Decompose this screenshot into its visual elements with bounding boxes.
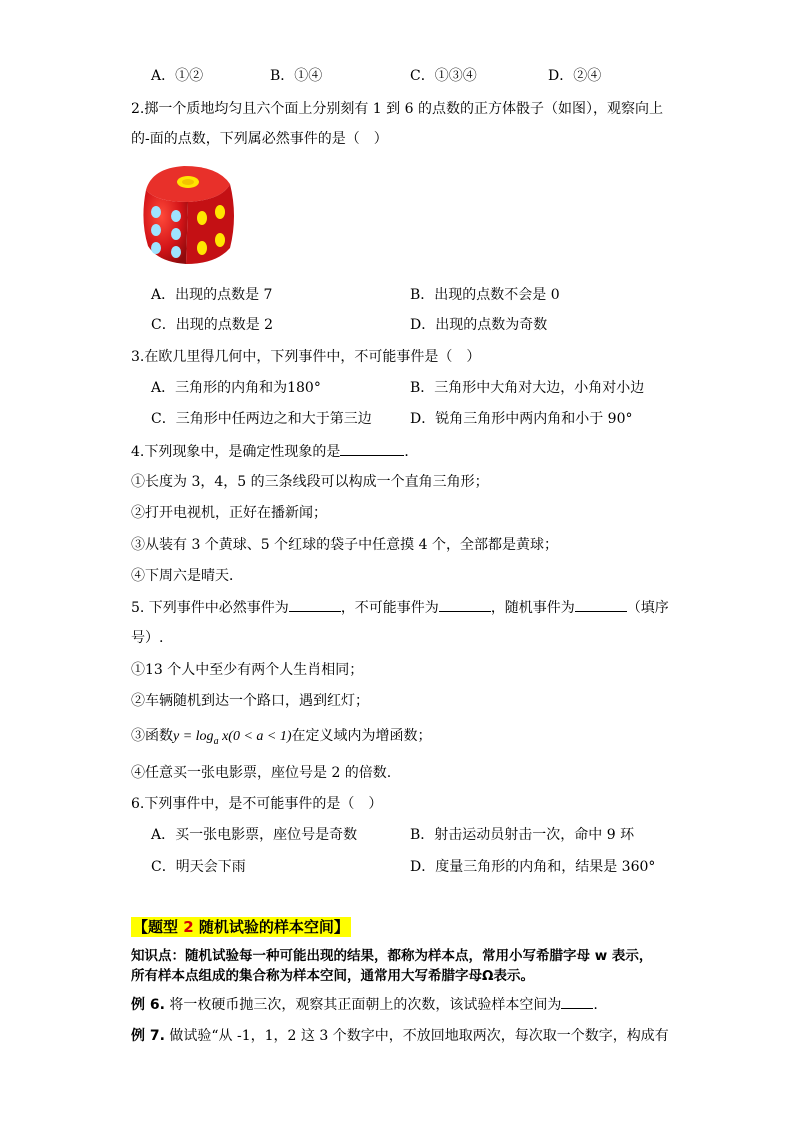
q2-stem-line2: 的-面的点数，下列属必然事件的是（ ） bbox=[131, 131, 388, 147]
q2-option-b: B．出现的点数不会是 0 bbox=[410, 287, 560, 303]
q5-item-3-prefix: ③函数 bbox=[131, 728, 173, 744]
q4-stem-suffix: ． bbox=[404, 444, 419, 460]
q3-option-a: A．三角形的内角和为180° bbox=[151, 380, 321, 396]
formula-domain: x(0 < a < 1) bbox=[218, 729, 292, 744]
q4-item-3: ③从装有 3 个黄球、5 个红球的袋子中任意摸 4 个，全部都是黄球； bbox=[131, 537, 558, 553]
q5-text-4: （填序 bbox=[626, 600, 669, 616]
q3-option-d: D．锐角三角形中两内角和小于 90° bbox=[410, 411, 633, 427]
q5-item-3 bbox=[131, 726, 432, 752]
q1-option-a: A．①② bbox=[151, 68, 204, 84]
knowledge-line-1: 知识点：随机试验每一种可能出现的结果，都称为样本点，常用小写希腊字母 w 表示， bbox=[131, 948, 653, 964]
q4-item-1: ①长度为 3，4，5 的三条线段可以构成一个直角三角形； bbox=[131, 474, 489, 490]
q5-item-3-suffix: 在定义域内为增函数； bbox=[291, 728, 432, 744]
q1-option-b: B．①④ bbox=[270, 68, 323, 84]
q6-option-c: C．明天会下雨 bbox=[151, 859, 246, 875]
q6-option-d: D．度量三角形的内角和，结果是 360° bbox=[410, 859, 656, 875]
example-6-end: . bbox=[593, 997, 598, 1013]
example-7-text: 做试验“从 -1，1，2 这 3 个数字中，不放回地取两次，每次取一个数字，构成有 bbox=[164, 1028, 669, 1044]
q4-answer-blank[interactable] bbox=[340, 441, 404, 456]
q2-option-d: D．出现的点数为奇数 bbox=[410, 317, 548, 333]
q4-stem-prefix: 4.下列现象中，是确定性现象的是 bbox=[131, 444, 341, 460]
example-7-label: 例 7. bbox=[131, 1028, 165, 1044]
example-7 bbox=[131, 1026, 669, 1046]
q2-option-a: A．出现的点数是 7 bbox=[151, 287, 273, 303]
q5-text-2: ，不可能事件为 bbox=[340, 600, 439, 616]
example-6-blank[interactable] bbox=[561, 994, 593, 1009]
q5-blank-random[interactable] bbox=[575, 597, 627, 612]
q4-stem bbox=[131, 441, 418, 462]
q1-option-d: D．②④ bbox=[548, 68, 602, 84]
q5-text-3: ，随机事件为 bbox=[490, 600, 575, 616]
q3-option-c: C．三角形中任两边之和大于第三边 bbox=[151, 411, 372, 427]
q5-stem-line1 bbox=[131, 597, 669, 618]
q4-item-4: ④下周六是晴天． bbox=[131, 568, 243, 584]
q5-item-3-formula bbox=[173, 729, 292, 747]
q5-item-4: ④任意买一张电影票，座位号是 2 的倍数. bbox=[131, 765, 392, 781]
q1-option-c: C．①③④ bbox=[410, 68, 477, 84]
formula-base: a bbox=[213, 735, 219, 747]
q6-option-a: A．买一张电影票，座位号是奇数 bbox=[151, 827, 358, 843]
q2-stem-line1: 2.掷一个质地均匀且六个面上分别刻有 1 到 6 的点数的正方体骰子（如图），观察向上 bbox=[131, 101, 663, 117]
section-heading-open: 【题型 bbox=[133, 918, 184, 936]
section-heading-number: 2 bbox=[183, 918, 194, 936]
example-6 bbox=[131, 994, 598, 1015]
q3-stem: 3.在欧几里得几何中，下列事件中，不可能事件是（ ） bbox=[131, 349, 481, 365]
example-6-text: 将一枚硬币抛三次，观察其正面朝上的次数，该试验样本空间为 bbox=[164, 997, 562, 1013]
q5-item-2: ②车辆随机到达一个路口，遇到红灯； bbox=[131, 693, 369, 709]
section-heading bbox=[131, 917, 351, 937]
q5-blank-certain[interactable] bbox=[289, 597, 341, 612]
q5-blank-impossible[interactable] bbox=[439, 597, 491, 612]
q5-stem-line2: 号）. bbox=[131, 630, 164, 646]
knowledge-line-2: 所有样本点组成的集合称为样本空间，通常用大写希腊字母Ω表示。 bbox=[131, 968, 534, 984]
q5-text-1: 5. 下列事件中必然事件为 bbox=[131, 600, 289, 616]
formula-log: y = log bbox=[173, 729, 214, 744]
section-heading-title: 随机试验的样本空间】 bbox=[193, 918, 349, 936]
q5-item-1: ①13 个人中至少有两个人生肖相同； bbox=[131, 662, 364, 678]
q2-option-c: C．出现的点数是 2 bbox=[151, 317, 274, 333]
q3-option-b: B．三角形中大角对大边，小角对小边 bbox=[410, 380, 645, 396]
q6-stem: 6.下列事件中，是不可能事件的是（ ） bbox=[131, 796, 383, 812]
q4-item-2: ②打开电视机，正好在播新闻； bbox=[131, 505, 327, 521]
dice-image bbox=[132, 160, 244, 272]
example-6-label: 例 6. bbox=[131, 997, 165, 1013]
q6-option-b: B．射击运动员射击一次，命中 9 环 bbox=[410, 827, 635, 843]
